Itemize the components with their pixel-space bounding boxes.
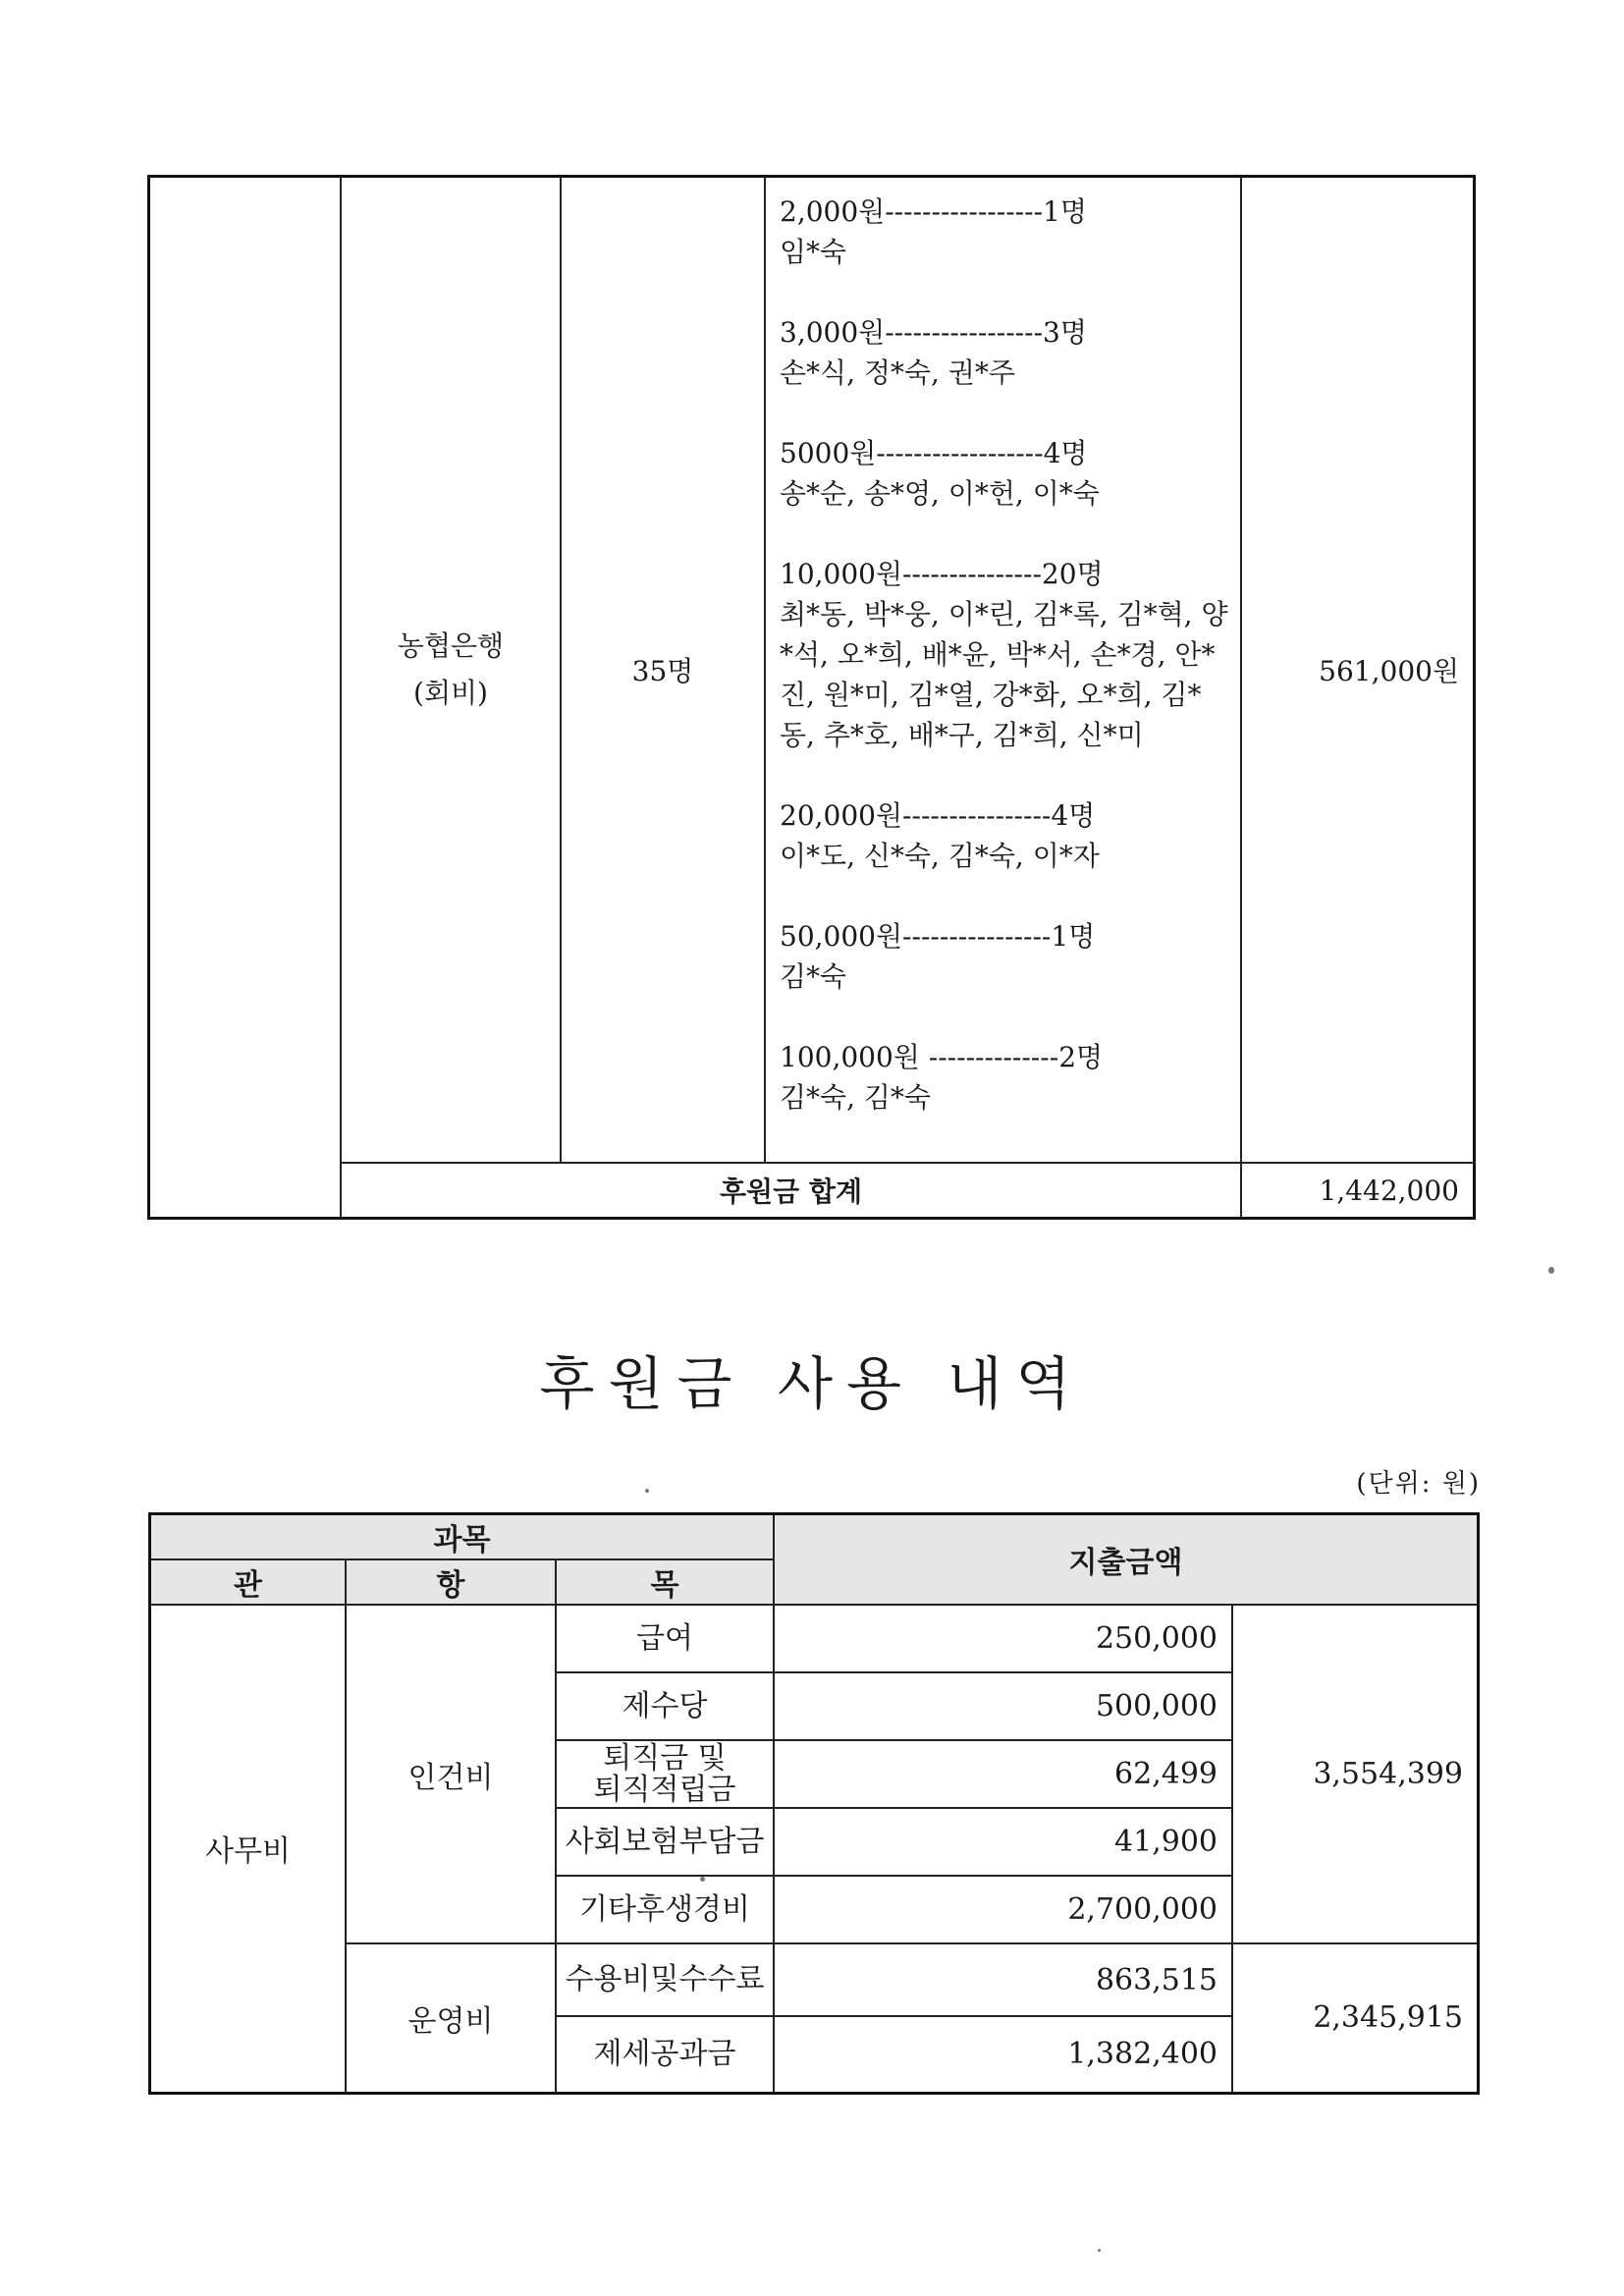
bank-cell: [341, 177, 561, 1164]
scan-speck: [1098, 2249, 1101, 2252]
amount-cell: 41,900: [774, 1808, 1232, 1876]
total-label: 후원금 합계: [341, 1163, 1241, 1219]
amount-cell: 2,700,000: [774, 1876, 1232, 1943]
amount-cell: 1,382,400: [774, 2016, 1232, 2093]
mok-cell: 제수당: [556, 1672, 774, 1740]
donor-list: [765, 177, 1241, 1164]
tier-group: [780, 433, 1230, 514]
bank-name: 농협은행: [397, 629, 505, 662]
tier-group: [780, 795, 1230, 876]
category-cell: [149, 177, 342, 1219]
subtotal-cell: 3,554,399: [1232, 1605, 1479, 1943]
scan-speck: [645, 1489, 649, 1493]
tier-names: 이*도, 신*숙, 김*숙, 이*자: [780, 840, 1100, 872]
usage-table: [148, 1512, 1480, 2095]
mok-cell: 기타후생경비: [556, 1876, 774, 1943]
total-value: 1,442,000: [1241, 1163, 1475, 1219]
bank-note: (회비): [413, 677, 488, 709]
donation-row: [149, 177, 1475, 1164]
tier-group: [780, 554, 1230, 755]
scan-speck: [1548, 1267, 1554, 1274]
tier-names: 최*동, 박*웅, 이*린, 김*록, 김*혁, 양*석, 오*희, 배*윤, 박*서, 손*경, 안*진, 원*미, 김*열, 강*화, 오*희, 김*동, 추*호, 배*구, 김*희, 신*미: [780, 598, 1228, 751]
tier-group: [780, 1037, 1230, 1118]
mok-line: 퇴직금 및: [603, 1740, 727, 1776]
header-expense: 지출금액: [774, 1514, 1479, 1606]
tier-names: 송*순, 송*영, 이*헌, 이*숙: [780, 477, 1100, 510]
table-row: [150, 1943, 1479, 2016]
amount-cell: 250,000: [774, 1605, 1232, 1672]
usage-title: 후원금 사용 내역: [539, 1350, 1085, 1417]
donation-table: [147, 175, 1476, 1220]
tier-names: 김*숙, 김*숙: [780, 1081, 931, 1114]
header-subject: 과목: [150, 1514, 775, 1560]
gwan-cell: 사무비: [150, 1605, 347, 2093]
tier-line: 100,000원 --------------2명: [780, 1041, 1104, 1073]
mok-cell: 제세공과금: [556, 2016, 774, 2093]
header-mok: 목: [556, 1559, 774, 1605]
donor-count: 35명: [561, 177, 765, 1164]
subtotal-cell: 2,345,915: [1232, 1943, 1479, 2093]
tier-line: 2,000원-----------------1명: [780, 195, 1087, 228]
tier-names: 임*숙: [780, 236, 847, 268]
tier-names: 김*숙: [780, 960, 847, 993]
table-row: [150, 1605, 1479, 1672]
header-hang: 항: [346, 1559, 556, 1605]
header-row: [150, 1514, 1479, 1560]
amount-cell: 62,499: [774, 1740, 1232, 1808]
amount-cell: 863,515: [774, 1943, 1232, 2016]
scan-speck: [700, 1877, 705, 1882]
tier-group: [780, 191, 1230, 272]
mok-line: 퇴직적립금: [593, 1772, 736, 1807]
tier-line: 50,000원----------------1명: [780, 920, 1096, 953]
tier-group: [780, 916, 1230, 997]
mok-cell: 사회보험부담금: [556, 1808, 774, 1876]
tier-group: [780, 312, 1230, 393]
mok-cell: 수용비및수수료: [556, 1943, 774, 2016]
header-gwan: 관: [150, 1559, 347, 1605]
tier-line: 10,000원---------------20명: [780, 558, 1104, 590]
unit-note: (단위: 원): [1356, 1469, 1481, 1499]
mok-cell: 급여: [556, 1605, 774, 1672]
tier-line: 3,000원-----------------3명: [780, 316, 1087, 349]
donation-total-row: [149, 1163, 1475, 1219]
tier-names: 손*식, 정*숙, 권*주: [780, 356, 1015, 389]
hang-cell: 인건비: [346, 1605, 556, 1943]
hang-cell: 운영비: [346, 1943, 556, 2093]
donation-amount: 561,000원: [1241, 177, 1475, 1164]
tier-line: 5000원------------------4명: [780, 437, 1088, 469]
amount-cell: 500,000: [774, 1672, 1232, 1740]
tier-line: 20,000원----------------4명: [780, 799, 1096, 832]
mok-cell: [556, 1740, 774, 1808]
